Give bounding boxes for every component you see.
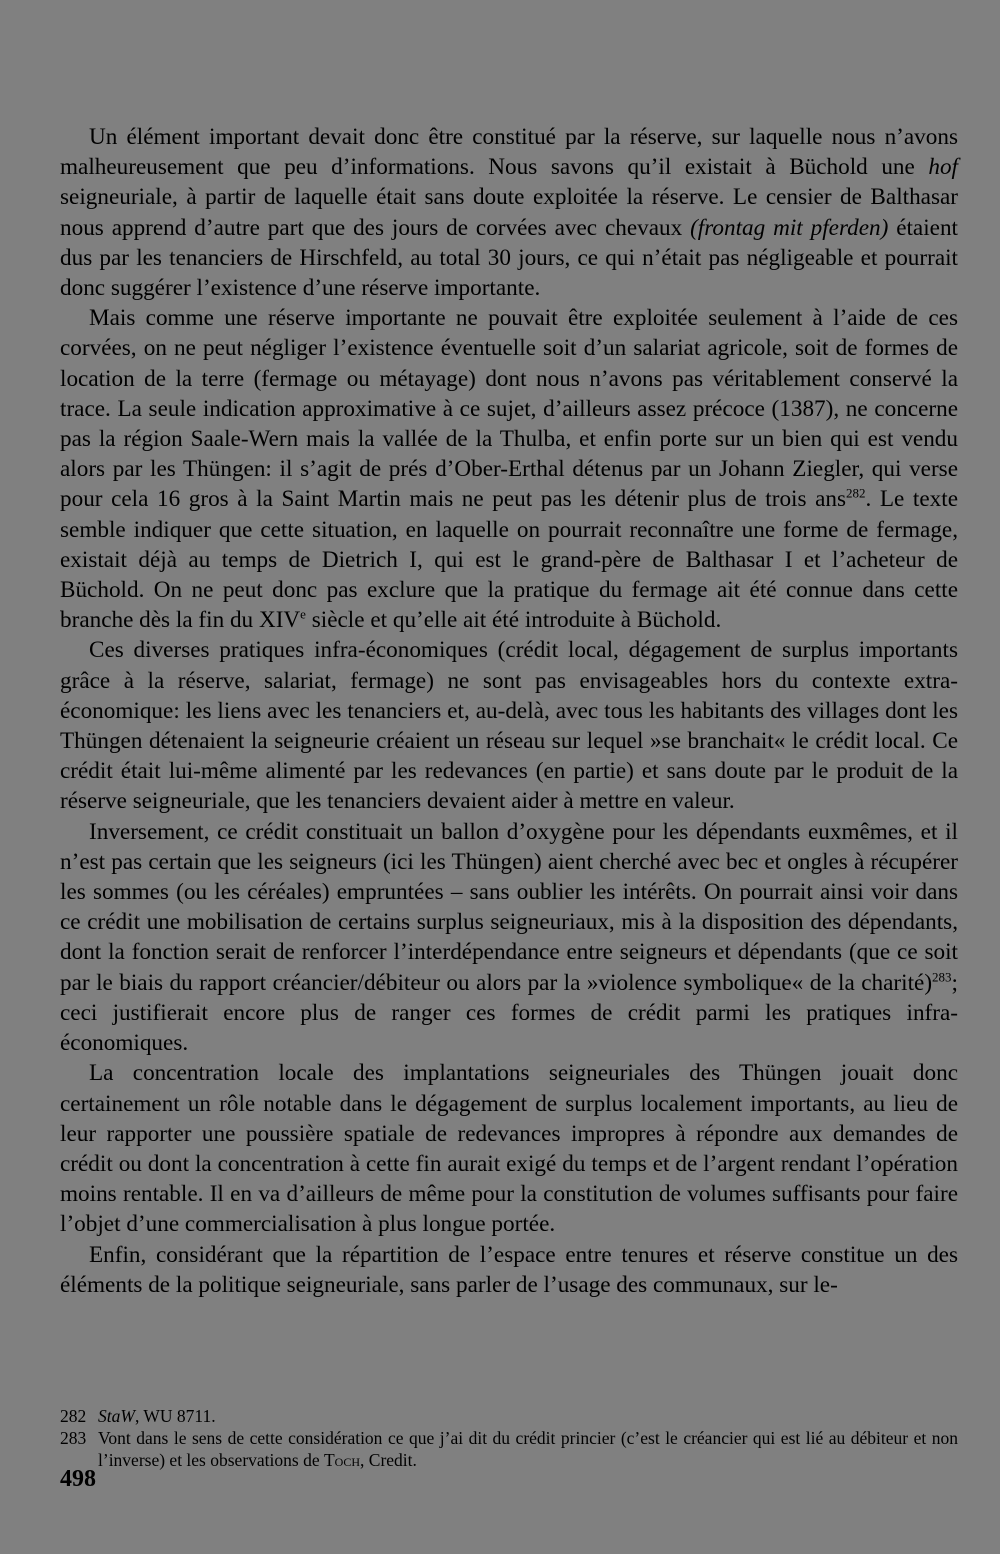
- text-run: ; ceci justifierait encore plus de ranger ces formes de crédit parmi les pratiques infra-économiques.: [60, 969, 958, 1057]
- footnote: [60, 1427, 958, 1471]
- paragraph: [60, 635, 958, 816]
- italic-text: (frontag mit pferden): [690, 214, 889, 241]
- text-run: Mais comme une réserve importante ne pouvait être exploitée seulement à l’aide de ces corvées, on ne peut négliger l’existence éventuelle soit d’un salariat agricole, soit de formes de location de la terre (fermage ou métayage) dont nous n’avons pas véritablement conservé la trace. La seule indication approximative à ce sujet, d’ailleurs assez précoce (1387), ne concerne pas la région Saale-Wern mais la vallée de la Thulba, et enfin porte sur un bien qui est vendu alors par les Thüngen: il s’agit de prés d’Ober-Erthal détenus par un Johann Ziegler, qui verse pour cela 16 gros à la Saint Martin mais ne peut pas les détenir plus de trois ans: [60, 305, 958, 513]
- text-run: Un élément important devait donc être constitué par la réserve, sur laquelle nous n’avons malheureusement que peu d’informations. Nous savons qu’il existait à Büchold une: [60, 124, 958, 181]
- footnote-number: 282: [60, 1406, 87, 1426]
- text-run: siècle et qu’elle ait été introduite à Büchold.: [305, 607, 722, 634]
- text-run: . Le texte semble indiquer que cette situation, en laquelle on pourrait reconnaître une forme de fermage, existait déjà au temps de Dietrich I, qui est le grand-père de Balthasar I et l’acheteur de Büchold. On ne peut donc pas exclure que la pratique du fermage ait été connue dans cette branche dès la fin du XIV: [60, 486, 958, 634]
- paragraph: [60, 122, 958, 303]
- footnote-reference: 282: [846, 485, 866, 501]
- text-run: Inversement, ce crédit constituait un ballon d’oxygène pour les dépendants euxmêmes, et il n’est pas certain que les seigneurs (ici les Thüngen) aient cherché avec bec et ongles à récupérer les sommes (ou les céréales) empruntées – sans oublier les intérêts. On pourrait ainsi voir dans ce crédit une mobilisation de certains surplus seigneuriaux, mis à la disposition des dépendants, dont la fonction serait de renforcer l’interdépendance entre seigneurs et dépendants (que ce soit par le biais du rapport créancier/débiteur ou alors par la »violence symbolique« de la charité): [60, 818, 958, 996]
- paragraph: [60, 303, 958, 635]
- text-run: , WU 8711.: [134, 1406, 216, 1426]
- footnotes: [60, 1405, 958, 1471]
- footnote-reference: e: [300, 606, 306, 622]
- text-run: seigneuriale, à partir de laquelle était sans doute exploitée la réserve. Le censier de Balthasar nous apprend d’autre part que des jours de corvées avec chevaux: [60, 184, 958, 241]
- paragraph: [60, 1240, 958, 1300]
- footnote-number: 283: [60, 1428, 87, 1448]
- footnote: [60, 1405, 958, 1427]
- paragraph: [60, 817, 958, 1059]
- text-run: , Credit.: [360, 1450, 417, 1470]
- footnote-text: [98, 1405, 958, 1427]
- author-name: Toch: [323, 1450, 361, 1470]
- italic-text: hof: [928, 154, 958, 181]
- main-text: [60, 122, 958, 1300]
- text-run: La concentration locale des implantations seigneuriales des Thüngen jouait donc certainement un rôle notable dans le dégagement de surplus localement importants, au lieu de leur rapporter une poussière spatiale de redevances impropres à répondre aux demandes de crédit ou dont la concentration à cette fin aurait exigé du temps et de l’argent rendant l’opération moins rentable. Il en va d’ailleurs de même pour la constitution de volumes suffisants pour faire l’objet d’une commercialisation à plus longue portée.: [60, 1060, 958, 1238]
- footnote-text: [98, 1427, 958, 1471]
- footnote-reference: 283: [932, 968, 952, 984]
- italic-text: StaW: [98, 1406, 135, 1426]
- text-run: Ces diverses pratiques infra-économiques (crédit local, dégagement de surplus importants grâce à la réserve, salariat, fermage) ne sont pas envisageables hors du contexte extra-économique: les liens avec les tenanciers et, au-delà, avec tous les habitants des villages dont les Thüngen détenaient la seigneurie créaient un réseau sur lequel »se branchait« le crédit local. Ce crédit était lui-même alimenté par les redevances (en partie) et sans doute par le produit de la réserve seigneuriale, que les tenanciers devaient aider à mettre en valeur.: [60, 637, 958, 815]
- text-run: Vont dans le sens de cette considération ce que j’ai dit du crédit princier (c’est le créancier qui est lié au débiteur et non l’inverse) et les observations de: [98, 1428, 958, 1470]
- text-run: étaient dus par les tenanciers de Hirschfeld, au total 30 jours, ce qui n’était pas négligeable et pourrait donc suggérer l’existence d’une réserve importante.: [60, 214, 958, 302]
- text-run: Enfin, considérant que la répartition de l’espace entre tenures et réserve constitue un des éléments de la politique seigneuriale, sans parler de l’usage des communaux, sur le-: [60, 1241, 958, 1298]
- page-number: 498: [60, 1466, 96, 1492]
- paragraph: [60, 1058, 958, 1239]
